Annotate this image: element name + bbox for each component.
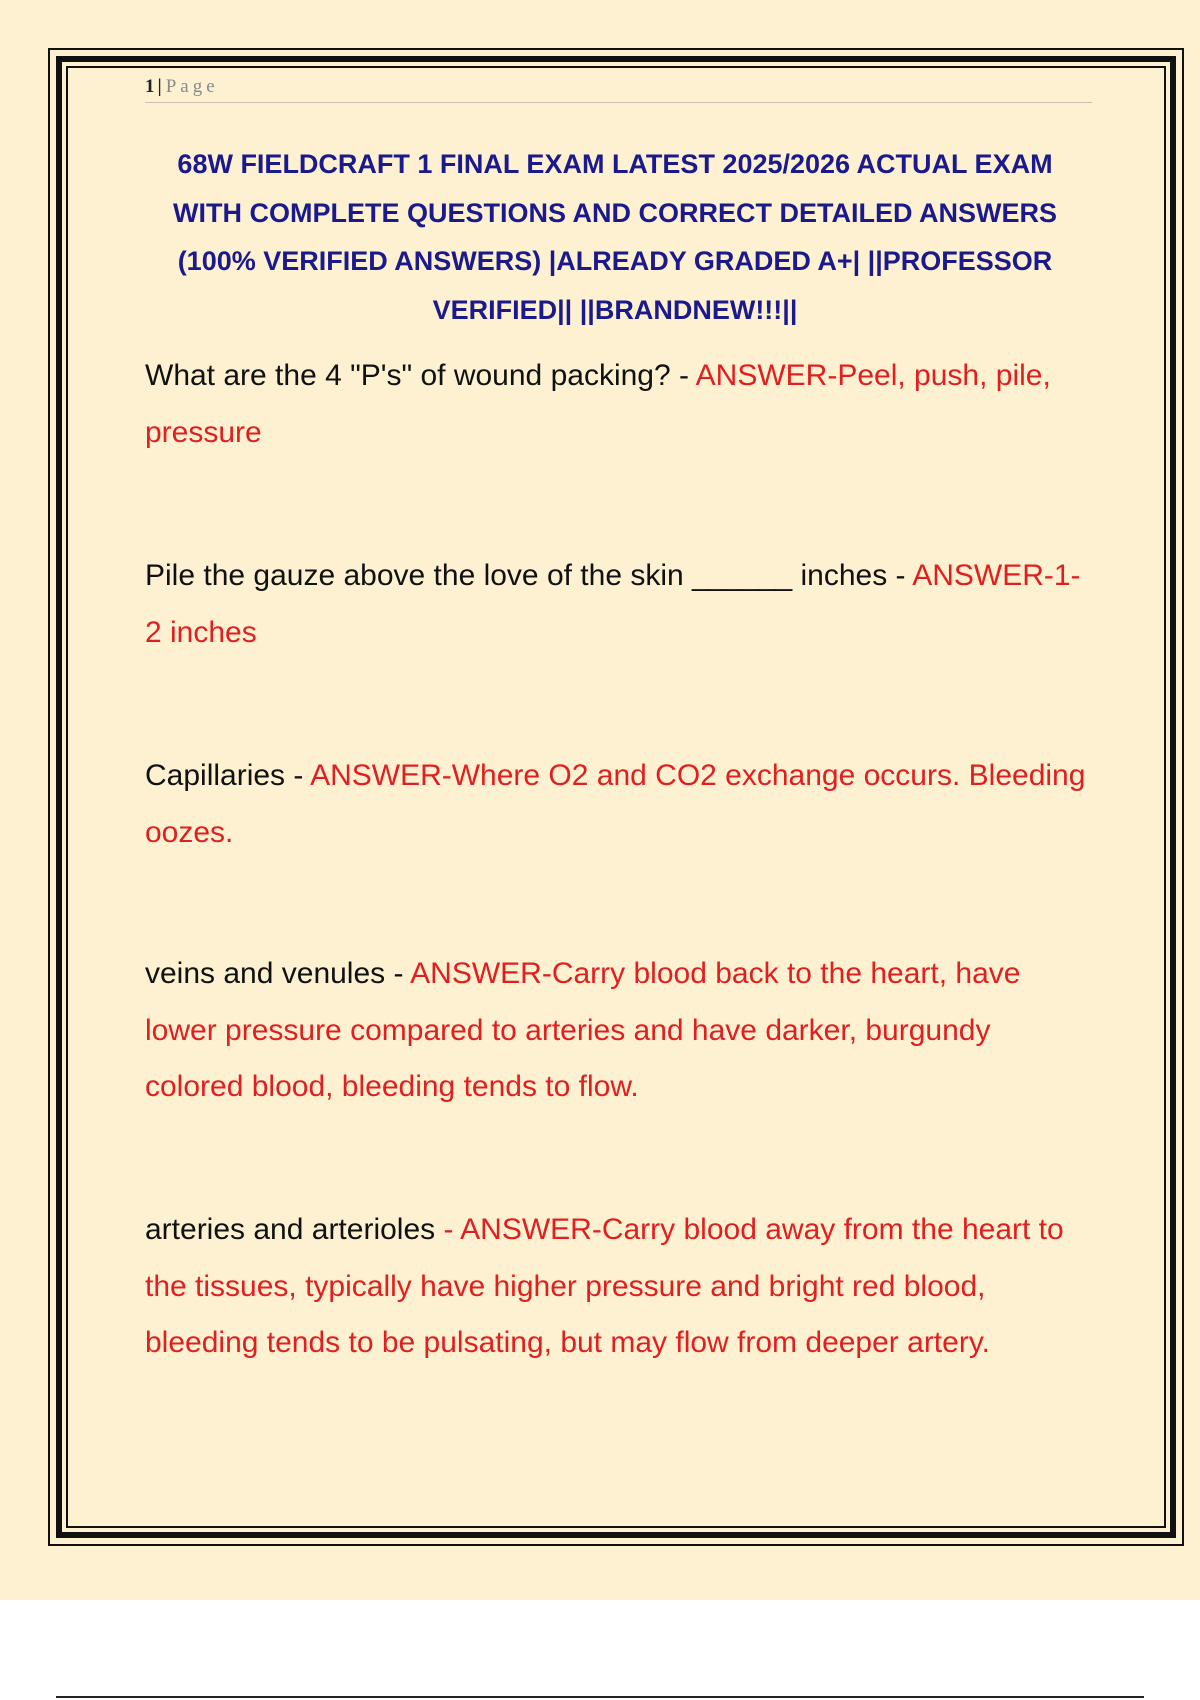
answer-text: ANSWER-Where O2 and CO2 exchange occurs. Bleeding oozes.: [145, 759, 1086, 849]
question-text: What are the 4 "P's" of wound packing? -: [145, 359, 696, 392]
page-number: 1: [145, 76, 155, 97]
qa-item: [145, 1202, 1090, 1372]
answer-text: ANSWER-1-2 inches: [145, 559, 1081, 649]
qa-item: [145, 748, 1090, 861]
document-title: 68W FIELDCRAFT 1 FINAL EXAM LATEST 2025/2026 ACTUAL EXAM WITH COMPLETE QUESTIONS AND CORRECT DETAILED ANSWERS (100% VERIFIED ANSWERS) |ALREADY GRADED A+| ||PROFESSOR VERIFIED|| ||BRANDNEW!!!||: [173, 149, 1057, 325]
answer-text: ANSWER-Carry blood back to the heart, have lower pressure compared to arteries and have darker, burgundy colored blood, bleeding tends to flow.: [145, 957, 1021, 1103]
question-text: veins and venules -: [145, 957, 411, 990]
answer-text: ANSWER-Peel, push, pile, pressure: [145, 359, 1051, 449]
question-text: Capillaries -: [145, 759, 311, 792]
qa-item: [145, 946, 1090, 1116]
answer-text: ANSWER-Carry blood away from the heart to the tissues, typically have higher pressure and bright red blood, bleeding tends to be pulsating, but may flow from deeper artery.: [145, 1213, 1064, 1359]
page-header: [145, 74, 1092, 103]
bottom-divider: [56, 1696, 1144, 1698]
qa-item: [145, 548, 1090, 661]
question-text: Pile the gauze above the love of the skin ______ inches -: [145, 559, 913, 592]
question-dash: -: [443, 1213, 461, 1246]
question-text: arteries and arterioles: [145, 1213, 444, 1246]
page-header-separator: |: [157, 76, 162, 97]
page-label: Page: [165, 76, 219, 97]
qa-item: [145, 348, 1090, 461]
